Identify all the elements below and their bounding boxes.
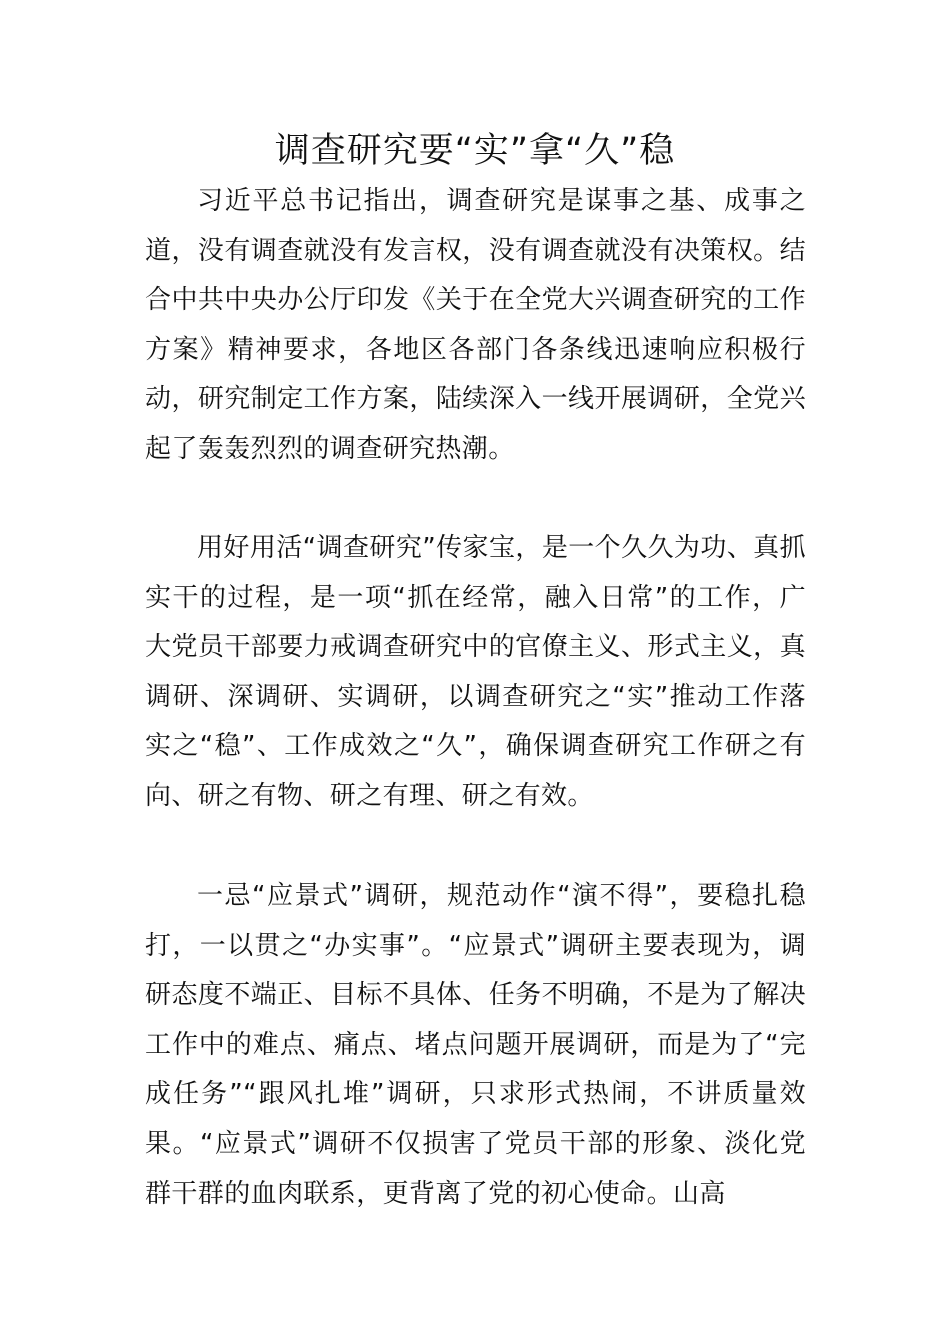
document-title: 调查研究要“实”拿“久”稳 — [274, 131, 676, 171]
body-paragraph-3: 一忌“应景式”调研，规范动作“演不得”，要稳扎稳打，一以贯之“办实事”。“应景式”调研主要表现为，调研态度不端正、目标不具体、任务不明确，不是为了解决工作中的难点、痛点、堵点问题开展调研，而是为了“完成任务”“跟风扎堆”调研，只求形式热闹，不讲质量效果。“应景式”调研不仅损害了党员干部的形象、淡化党群干群的血肉联系，更背离了党的初心使命。山高 — [145, 881, 806, 1209]
body-paragraph-2: 用好用活“调查研究”传家宝，是一个久久为功、真抓实干的过程，是一项“抓在经常，融入日常”的工作，广大党员干部要力戒调查研究中的官僚主义、形式主义，真调研、深调研、实调研，以调查研究之“实”推动工作落实之“稳”、工作成效之“久”，确保调查研究工作研之有向、研之有物、研之有理、研之有效。 — [145, 533, 806, 811]
body-paragraph-1: 习近平总书记指出，调查研究是谋事之基、成事之道，没有调查就没有发言权，没有调查就没有决策权。结合中共中央办公厅印发《关于在全党大兴调查研究的工作方案》精神要求，各地区各部门各条线迅速响应积极行动，研究制定工作方案，陆续深入一线开展调研，全党兴起了轰轰烈烈的调查研究热潮。 — [145, 186, 806, 464]
